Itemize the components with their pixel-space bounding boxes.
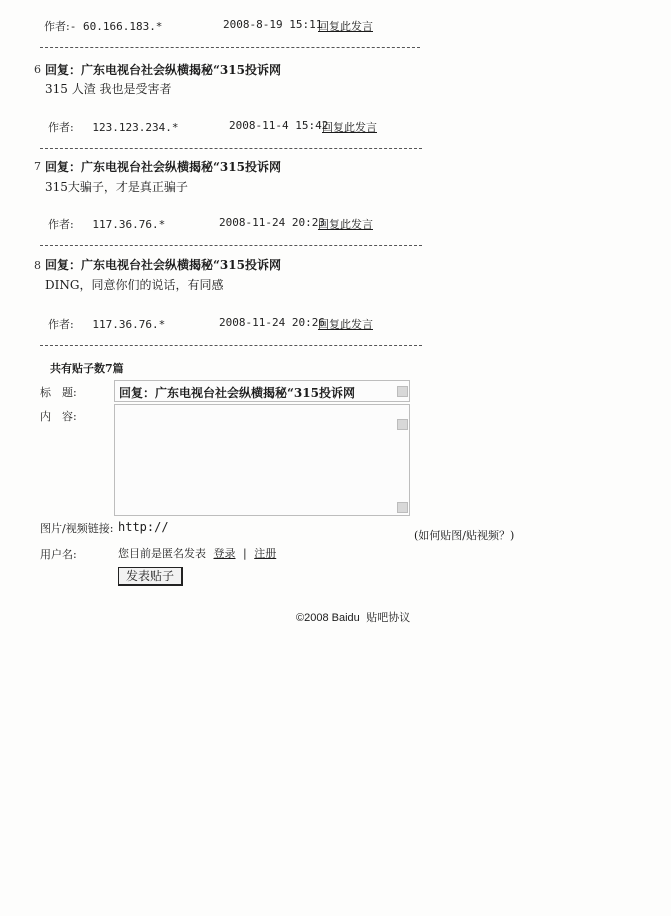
copyright: ©2008 Baidu xyxy=(296,612,360,624)
author-ip: 117.36.76.* xyxy=(92,218,166,231)
login-link[interactable]: 登录 xyxy=(213,547,236,560)
link-separator: | xyxy=(243,547,247,560)
submit-button[interactable]: 发表贴子 xyxy=(118,567,183,586)
post-time: 2008-11-24 20:23 xyxy=(219,216,325,229)
register-link[interactable]: 注册 xyxy=(254,547,277,560)
username-label: 用户名: xyxy=(40,548,77,561)
footer xyxy=(296,609,410,625)
post-title: 回复：广东电视台社会纵横揭秘“315投诉网 xyxy=(45,63,281,77)
post-body: 315大骗子，才是真正骗子 xyxy=(45,180,188,194)
author-label: 作者: xyxy=(48,218,74,231)
anon-status xyxy=(118,545,276,561)
post-title: 回复：广东电视台社会纵横揭秘“315投诉网 xyxy=(45,258,281,272)
post-meta xyxy=(44,18,162,34)
resize-icon xyxy=(397,386,408,397)
post-body: DING，同意你们的说话，有同感 xyxy=(45,278,224,292)
author-label: 作者: xyxy=(48,318,74,331)
agreement-link[interactable]: 贴吧协议 xyxy=(366,611,411,624)
reply-link[interactable]: 回复此发言 xyxy=(322,121,377,134)
reply-link[interactable]: 回复此发言 xyxy=(318,20,373,33)
anon-text: 您目前是匿名发表 xyxy=(118,547,206,560)
content-textarea[interactable] xyxy=(114,404,410,516)
post-index: 8 xyxy=(34,259,41,272)
reply-link[interactable]: 回复此发言 xyxy=(318,218,373,231)
title-input-value: 回复：广东电视台社会纵横揭秘“315投诉网 xyxy=(119,386,355,400)
scroll-up-icon[interactable] xyxy=(397,419,408,430)
post-time: 2008-11-24 20:26 xyxy=(219,316,325,329)
post-index: 6 xyxy=(34,63,41,76)
content-label: 内 容: xyxy=(40,410,77,423)
post-title: 回复：广东电视台社会纵横揭秘“315投诉网 xyxy=(45,160,281,174)
media-help-link[interactable]: (如何贴图/贴视频？) xyxy=(414,529,515,542)
media-link-value: http:// xyxy=(118,520,169,534)
post-count-summary: 共有贴子数7篇 xyxy=(50,362,124,375)
divider xyxy=(40,148,422,149)
divider xyxy=(40,245,422,246)
media-link-label: 图片/视频链接: xyxy=(40,522,114,535)
media-link-input[interactable] xyxy=(114,515,408,535)
author-label: 作者: xyxy=(48,121,74,134)
scroll-down-icon[interactable] xyxy=(397,502,408,513)
divider xyxy=(40,345,422,346)
title-input[interactable] xyxy=(114,380,410,402)
author-ip: 117.36.76.* xyxy=(92,318,166,331)
post-body: 315 人渣 我也是受害者 xyxy=(45,82,172,96)
author-ip: - 60.166.183.* xyxy=(69,20,163,33)
post-time: 2008-11-4 15:42 xyxy=(229,119,329,132)
post-time: 2008-8-19 15:11 xyxy=(223,18,323,31)
title-label: 标 题: xyxy=(40,386,77,399)
author-label: 作者: xyxy=(44,20,70,33)
reply-link[interactable]: 回复此发言 xyxy=(318,318,373,331)
author-ip: 123.123.234.* xyxy=(92,121,179,134)
post-index: 7 xyxy=(34,160,41,173)
divider xyxy=(40,47,420,48)
